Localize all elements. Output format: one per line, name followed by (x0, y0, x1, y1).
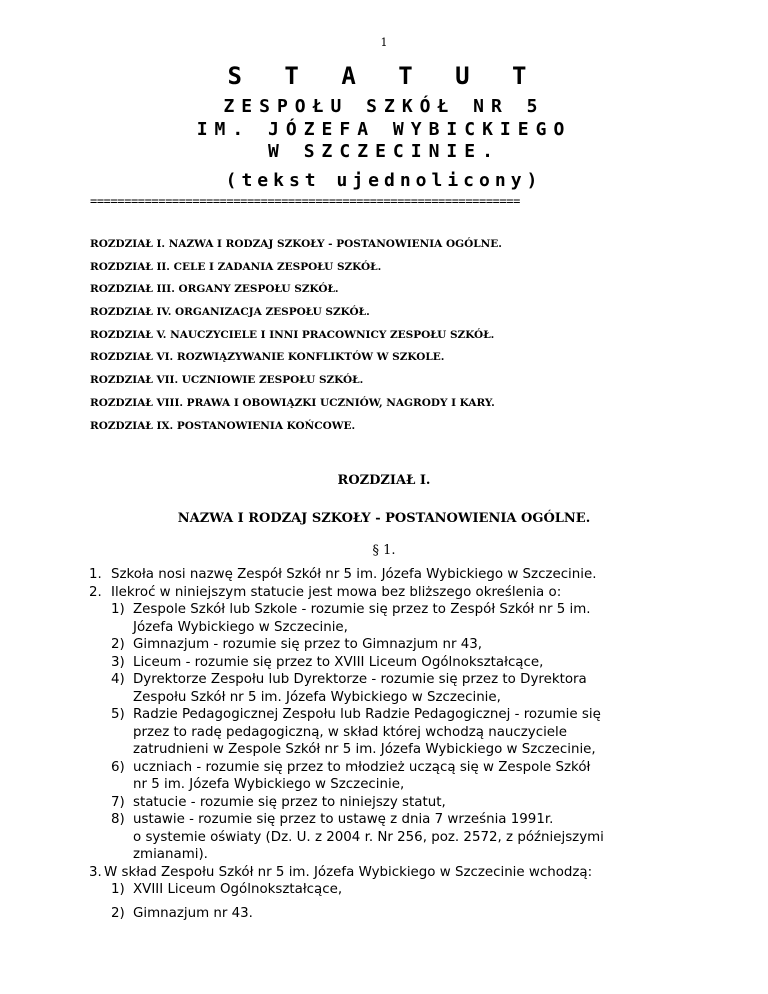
document-title: S T A T U T (227, 62, 541, 90)
sub-item (89, 671, 687, 689)
sub-item-text: nr 5 im. Józefa Wybickiego w Szczecinie, (133, 777, 405, 792)
toc-item: ROZDZIAŁ I. NAZWA I RODZAJ SZKOŁY - POSTANOWIENIA OGÓLNE. (90, 238, 502, 250)
paragraph-mark: § 1. (372, 543, 396, 558)
subtitle-note: (tekst ujednolicony) (225, 170, 543, 191)
sub-item-text: o systemie oświaty (Dz. U. z 2004 r. Nr 256, poz. 2572, z późniejszymi (133, 829, 604, 845)
sub-item-continuation (89, 776, 687, 794)
sub-item-number: 5) (111, 707, 125, 722)
item-number: 1. (89, 567, 102, 582)
sub-item-number: 2) (111, 905, 125, 921)
page-number: 1 (380, 36, 388, 49)
list-item (89, 864, 687, 882)
sub-item (89, 654, 687, 672)
sub-item-text: XVIII Liceum Ogólnokształcące, (133, 882, 343, 897)
sub-item-continuation (89, 724, 687, 742)
toc-item: ROZDZIAŁ VII. UCZNIOWIE ZESPOŁU SZKÓŁ. (90, 374, 364, 387)
subtitle-line-1: ZESPOŁU SZKÓŁ NR 5 (223, 96, 545, 117)
item-text: W skład Zespołu Szkół nr 5 im. Józefa Wybickiego w Szczecinie wchodzą: (104, 864, 593, 880)
sub-item-number: 8) (111, 812, 125, 827)
sub-item-number: 7) (111, 794, 125, 810)
sub-item-continuation (89, 619, 687, 637)
sub-item-text: Liceum - rozumie się przez to XVIII Liceum Ogólnokształcące, (133, 654, 544, 670)
section-body (89, 566, 687, 922)
sub-item (89, 905, 687, 923)
sub-item-text: zmianami). (133, 847, 208, 862)
toc-item: ROZDZIAŁ II. CELE I ZADANIA ZESPOŁU SZKÓŁ. (90, 260, 382, 273)
sub-item (89, 811, 687, 829)
sub-item (89, 794, 687, 812)
sub-item-number: 6) (111, 759, 125, 775)
sub-item (89, 759, 687, 777)
sub-item (89, 636, 687, 654)
sub-item-text: przez to radę pedagogiczną, w skład której wchodzą nauczyciele (133, 724, 568, 740)
table-of-contents (90, 233, 690, 437)
sub-item-text: Radzie Pedagogicznej Zespołu lub Radzie Pedagogicznej - rozumie się (133, 707, 601, 722)
sub-item-text: Dyrektorze Zespołu lub Dyrektorze - rozumie się przez to Dyrektora (133, 672, 587, 687)
sub-item-text: Józefa Wybickiego w Szczecinie, (133, 619, 348, 635)
item-number: 2. (89, 584, 102, 600)
sub-item-text: Zespole Szkół lub Szkole - rozumie się przez to Zespół Szkół nr 5 im. (133, 602, 591, 617)
sub-item (89, 601, 687, 619)
chapter-title: NAZWA I RODZAJ SZKOŁY - POSTANOWIENIA OGÓLNE. (177, 511, 591, 526)
separator-line: =============================================================== (90, 194, 520, 208)
toc-item: ROZDZIAŁ III. ORGANY ZESPOŁU SZKÓŁ. (90, 283, 339, 296)
list-item (89, 566, 687, 584)
sub-item-text: Gimnazjum nr 43. (133, 905, 253, 921)
sub-item (89, 706, 687, 724)
toc-item: ROZDZIAŁ IV. ORGANIZACJA ZESPOŁU SZKÓŁ. (90, 306, 370, 319)
sub-item-number: 4) (111, 672, 125, 687)
item-text: Szkoła nosi nazwę Zespół Szkół nr 5 im. Józefa Wybickiego w Szczecinie. (111, 567, 597, 582)
sub-item-text: statucie - rozumie się przez to niniejszy statut, (133, 794, 446, 810)
sub-item-text: uczniach - rozumie się przez to młodzież uczącą się w Zespole Szkół (133, 759, 591, 775)
sub-item-text: Zespołu Szkół nr 5 im. Józefa Wybickiego w Szczecinie, (133, 689, 501, 705)
sub-item-continuation (89, 846, 687, 864)
subtitle-line-2: IM. JÓZEFA WYBICKIEGO (196, 119, 572, 140)
chapter-heading: ROZDZIAŁ I. (337, 473, 431, 488)
toc-item: ROZDZIAŁ VIII. PRAWA I OBOWIĄZKI UCZNIÓW, NAGRODY I KARY. (90, 396, 495, 409)
sub-item (89, 881, 687, 899)
sub-item-continuation (89, 689, 687, 707)
toc-item: ROZDZIAŁ V. NAUCZYCIELE I INNI PRACOWNICY ZESPOŁU SZKÓŁ. (90, 328, 495, 341)
sub-item-text: zatrudnieni w Zespole Szkół nr 5 im. Józefa Wybickiego w Szczecinie, (133, 742, 596, 757)
sub-item-number: 1) (111, 882, 125, 897)
sub-item-text: ustawie - rozumie się przez to ustawę z dnia 7 września 1991r. (133, 812, 554, 827)
sub-item-continuation (89, 829, 687, 847)
sub-item-text: Gimnazjum - rozumie się przez to Gimnazjum nr 43, (133, 637, 482, 652)
toc-item: ROZDZIAŁ IX. POSTANOWIENIA KOŃCOWE. (90, 419, 356, 432)
list-item (89, 584, 687, 602)
sub-item-continuation (89, 741, 687, 759)
sub-item-number: 3) (111, 654, 125, 670)
sub-item-number: 1) (111, 602, 125, 617)
sub-item-number: 2) (111, 637, 125, 652)
item-number: 3. (89, 864, 102, 880)
toc-item: ROZDZIAŁ VI. ROZWIĄZYWANIE KONFLIKTÓW W SZKOLE. (90, 351, 445, 364)
item-text: Ilekroć w niniejszym statucie jest mowa bez bliższego określenia o: (111, 584, 562, 600)
subtitle-line-3: W SZCZECINIE. (268, 141, 500, 162)
